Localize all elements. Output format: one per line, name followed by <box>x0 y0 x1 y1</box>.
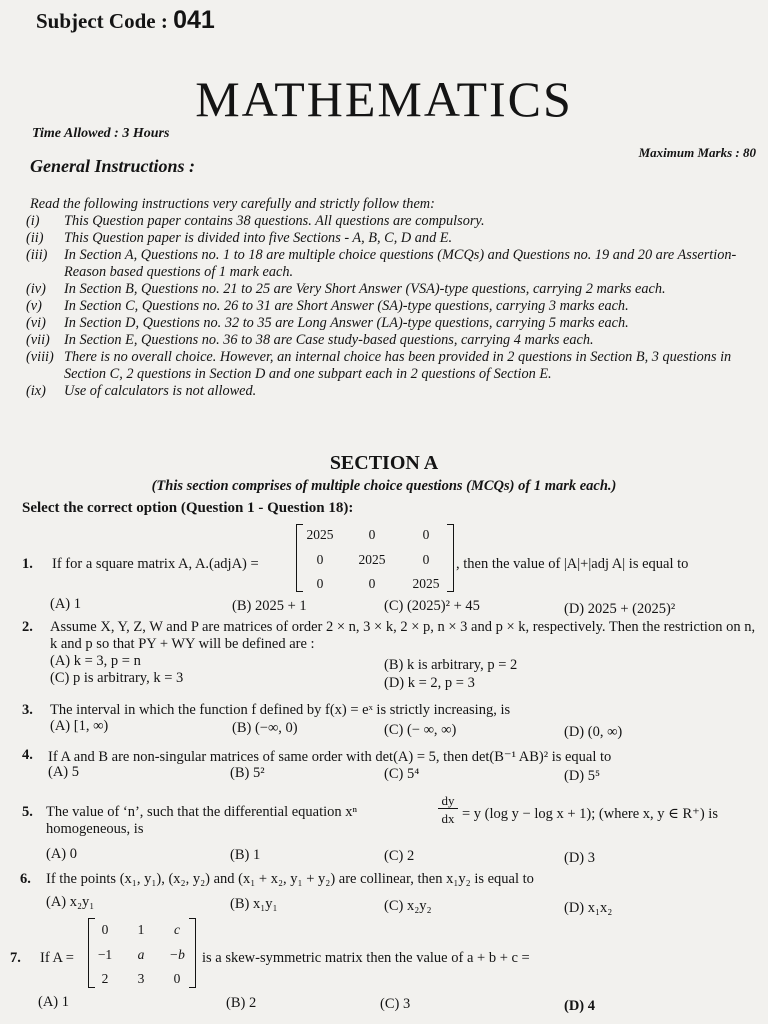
question-text: If for a square matrix A, A.(adjA) = <box>52 556 259 572</box>
option-a: (A) 0 <box>46 846 78 862</box>
option-c: (C) 3 <box>380 996 411 1012</box>
option-c: (C) p is arbitrary, k = 3 <box>50 670 184 686</box>
question-number: 1. <box>22 556 33 572</box>
time-allowed: Time Allowed : 3 Hours <box>32 126 170 141</box>
matrix-cell: 3 <box>137 971 145 986</box>
question-text: = y (log y − log x + 1); (where x, y ∈ R⁺) is <box>462 806 718 822</box>
option-d: (D) k = 2, p = 3 <box>384 675 475 691</box>
option-b: (B) 2025 + 1 <box>232 598 307 614</box>
matrix-cell: 0 <box>316 552 324 567</box>
fraction-denominator: dx <box>441 811 455 826</box>
option-a: (A) 1 <box>38 994 70 1010</box>
matrix-cell: 0 <box>173 971 181 986</box>
question-text: , then the value of |A|+|adj A| is equal to <box>456 556 689 572</box>
option-a: (A) 1 <box>50 596 82 612</box>
subject-code-label: Subject Code : <box>36 9 174 33</box>
matrix-cell: 0 <box>422 527 430 542</box>
option-a: (A) k = 3, p = n <box>50 653 141 669</box>
subject-code-value: 041 <box>173 6 215 34</box>
option-a: (A) 5 <box>48 764 80 780</box>
option-d: (D) x₁x₂ <box>564 900 613 916</box>
matrix-cell: c <box>174 922 180 937</box>
option-d: (D) (0, ∞) <box>564 724 623 740</box>
page-title: MATHEMATICS <box>195 71 573 127</box>
matrix-cell: 1 <box>137 922 145 937</box>
question-number: 7. <box>10 950 21 966</box>
question-number: 5. <box>22 804 33 820</box>
option-b: (B) k is arbitrary, p = 2 <box>384 657 518 673</box>
question-text: If the points (x₁, y₁), (x₂, y₂) and (x₁ + x₂, y₁ + y₂) are collinear, then x₁y₂ is equal to <box>46 871 534 887</box>
option-b: (B) (−∞, 0) <box>232 720 298 736</box>
question-text: If A = <box>40 950 74 966</box>
matrix-cell: 2025 <box>306 527 334 542</box>
question-text: The interval in which the function f defined by f(x) = eˣ is strictly increasing, is <box>50 702 511 718</box>
section-subtitle: (This section comprises of multiple choice questions (MCQs) of 1 mark each.) <box>151 478 617 494</box>
option-d: (D) 4 <box>564 998 596 1014</box>
option-c: (C) (− ∞, ∞) <box>384 722 457 738</box>
matrix-cell: 2 <box>101 971 109 986</box>
instructions-lead: Read the following instructions very carefully and strictly follow them: <box>30 196 435 212</box>
matrix-cell: 2025 <box>358 552 386 567</box>
matrix-cell: 0 <box>422 552 430 567</box>
select-instruction: Select the correct option (Question 1 - Question 18): <box>22 500 354 516</box>
option-d: (D) 2025 + (2025)² <box>564 601 676 617</box>
matrix-cell: −b <box>169 947 185 962</box>
option-a: (A) x₂y₁ <box>46 894 95 910</box>
question-text: If A and B are non-singular matrices of same order with det(A) = 5, then det(B⁻¹ AB)² is equal to <box>48 749 612 765</box>
subject-code <box>36 6 215 35</box>
option-c: (C) x₂y₂ <box>384 898 432 914</box>
option-b: (B) x₁y₁ <box>230 896 278 912</box>
matrix-cell: 2025 <box>412 576 440 591</box>
instructions-heading: General Instructions : <box>30 156 196 176</box>
option-b: (B) 1 <box>230 847 261 863</box>
question-text: homogeneous, is <box>46 821 144 837</box>
fraction-numerator: dy <box>438 794 458 809</box>
matrix-cell: 0 <box>368 576 376 591</box>
matrix-cell: 0 <box>368 527 376 542</box>
maximum-marks: Maximum Marks : 80 <box>638 145 756 160</box>
option-c: (C) 2 <box>384 848 415 864</box>
question-number: 2. <box>22 619 33 635</box>
question-number: 4. <box>22 747 33 763</box>
option-b: (B) 5² <box>230 765 265 781</box>
option-c: (C) (2025)² + 45 <box>384 598 480 614</box>
matrix-cell: a <box>137 947 145 962</box>
question-text: The value of ‘n’, such that the differential equation xⁿ <box>46 804 358 820</box>
matrix-cell: −1 <box>97 947 113 962</box>
question-text: Assume X, Y, Z, W and P are matrices of order 2 × n, 3 × k, 2 × p, n × 3 and p × k, respectively. Then the restriction on n, k and p so that PY + WY will be defined are : <box>50 619 756 652</box>
question-text: is a skew-symmetric matrix then the value of a + b + c = <box>202 950 530 966</box>
option-c: (C) 5⁴ <box>384 766 420 782</box>
option-a: (A) [1, ∞) <box>50 718 109 734</box>
question-number: 6. <box>20 871 31 887</box>
matrix-cell: 0 <box>101 922 109 937</box>
option-d: (D) 3 <box>564 850 596 866</box>
matrix-cell: 0 <box>316 576 324 591</box>
section-title: SECTION A <box>329 452 439 474</box>
option-b: (B) 2 <box>226 995 257 1011</box>
question-number: 3. <box>22 702 33 718</box>
option-d: (D) 5⁵ <box>564 768 601 784</box>
